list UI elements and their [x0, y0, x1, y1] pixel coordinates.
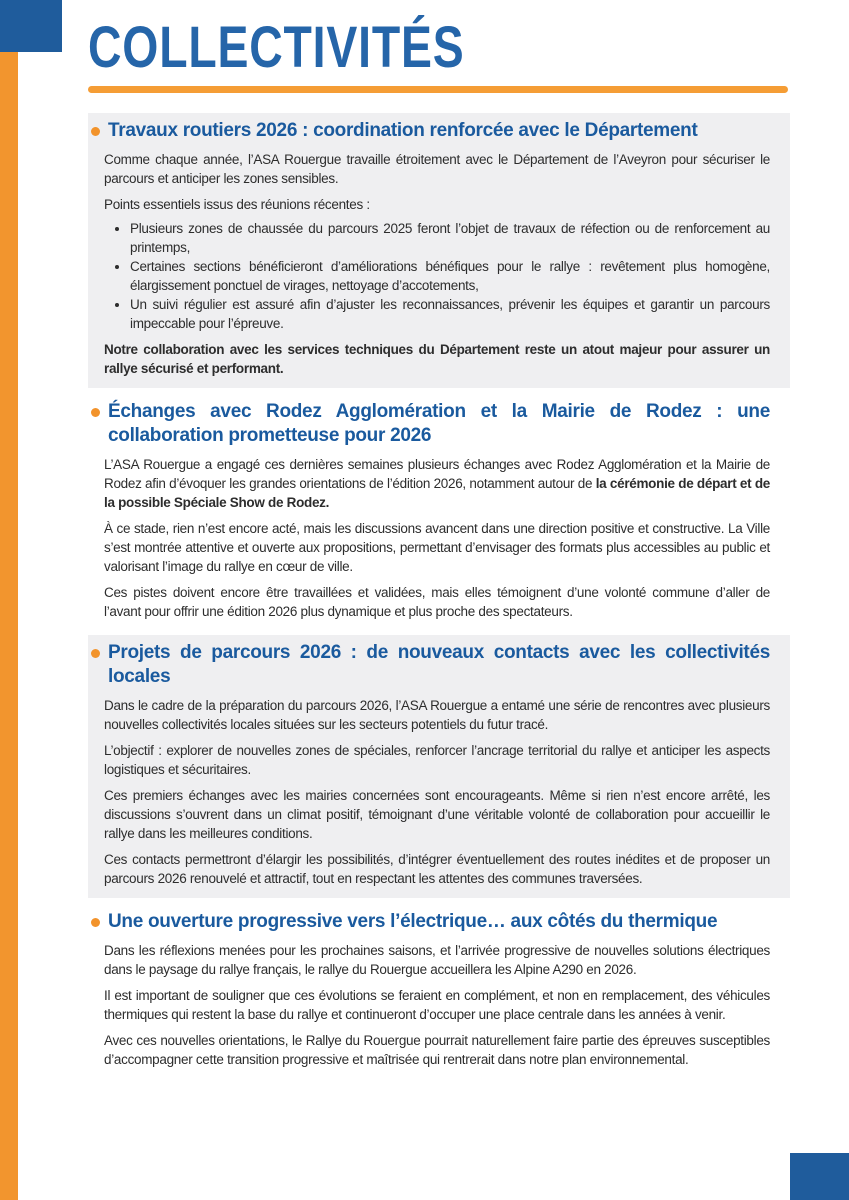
section-bullet-icon: [91, 127, 100, 136]
paragraph: [104, 455, 770, 512]
page-title: COLLECTIVITÉS: [88, 15, 465, 80]
paragraph: Ces pistes doivent encore être travaillées et validées, mais elles témoignent d’une volonté commune d’aller de l’avant pour offrir une édition 2026 plus dynamique et plus proche des spectateurs.: [104, 585, 770, 619]
left-accent-bar: [0, 0, 18, 1200]
conclusion-paragraph: Notre collaboration avec les services techniques du Département reste un atout majeur pour assurer un rallye sécurisé et performant.: [104, 342, 770, 376]
section-bullet-icon: [91, 408, 100, 417]
paragraph: L’objectif : explorer de nouvelles zones de spéciales, renforcer l’ancrage territorial du rallye et anticiper les aspects logistiques et sécuritaires.: [104, 743, 770, 777]
paragraph: Il est important de souligner que ces évolutions se feraient en complément, et non en remplacement, des véhicules thermiques qui restent la base du rallye et continueront d’occuper une place centrale dans les années à venir.: [104, 988, 770, 1022]
section-body: [104, 696, 770, 888]
section-bullet-icon: [91, 918, 100, 927]
corner-accent-square: [0, 0, 62, 52]
section-projets-parcours: [88, 635, 790, 898]
list-item: • Un suivi régulier est assuré afin d’ajuster les reconnaissances, prévenir les équipes et garantir un parcours impeccable pour l’épreuve.: [130, 295, 770, 333]
section-body: [104, 455, 770, 621]
section-heading: Travaux routiers 2026 : coordination renforcée avec le Département: [108, 120, 698, 141]
section-body: [104, 941, 770, 1069]
paragraph-text: L’ASA Rouergue a engagé ces dernières semaines plusieurs échanges avec Rodez Agglomération et la Mairie de Rodez afin d’évoquer les grandes orientations de l’édition 2026, notamment autour de: [104, 457, 770, 491]
content-column: [88, 15, 790, 1069]
paragraph: Dans le cadre de la préparation du parcours 2026, l’ASA Rouergue a entamé une série de rencontres avec plusieurs nouvelles collectivités locales situées sur les secteurs potentiels du futur tracé.: [104, 698, 770, 732]
section-heading: Une ouverture progressive vers l’électrique… aux côtés du thermique: [108, 911, 718, 932]
section-heading: Échanges avec Rodez Agglomération et la Mairie de Rodez : une collaboration prometteuse pour 2026: [108, 401, 770, 446]
bullet-list: [130, 219, 770, 333]
title-underline: [88, 86, 788, 93]
section-heading-row: [104, 119, 770, 143]
paragraph-bold-text: la cérémonie de départ et de la possible Spéciale Show de Rodez.: [104, 476, 770, 510]
paragraph: Avec ces nouvelles orientations, le Rallye du Rouergue pourrait naturellement faire partie des épreuves susceptibles d’accompagner cette transition progressive et maîtrisée qui rentrerait dans notre plan environnemental.: [104, 1033, 770, 1067]
section-ouverture-electrique: [88, 910, 790, 1069]
paragraph: Points essentiels issus des réunions récentes :: [104, 197, 370, 212]
paragraph: Comme chaque année, l’ASA Rouergue travaille étroitement avec le Département de l’Aveyron pour sécuriser le parcours et anticiper les zones sensibles.: [104, 152, 770, 186]
paragraph: À ce stade, rien n’est encore acté, mais les discussions avancent dans une direction positive et constructive. La Ville s’est montrée attentive et ouverte aux propositions, permettant d’envisager des formats plus accessibles au public et valorisant l’image du rallye en cœur de ville.: [104, 521, 770, 574]
section-heading: Projets de parcours 2026 : de nouveaux contacts avec les collectivités locales: [108, 642, 770, 687]
paragraph: Dans les réflexions menées pour les prochaines saisons, et l’arrivée progressive de nouvelles solutions électriques dans le paysage du rallye français, le rallye du Rouergue accueillera les Alpine A290 en 2026.: [104, 943, 770, 977]
section-heading-row: [104, 910, 770, 934]
section-heading-row: [104, 641, 770, 689]
paragraph: Ces contacts permettront d’élargir les possibilités, d’intégrer éventuellement des routes inédites et de proposer un parcours 2026 renouvelé et attractif, tout en respectant les attentes des communes traversées.: [104, 852, 770, 886]
section-echanges-rodez: [88, 400, 790, 621]
section-heading-row: [104, 400, 770, 448]
footer-accent-square: [790, 1153, 849, 1200]
list-item: • Plusieurs zones de chaussée du parcours 2025 feront l’objet de travaux de réfection ou de renforcement au printemps,: [130, 219, 770, 257]
paragraph: Ces premiers échanges avec les mairies concernées sont encourageants. Même si rien n’est encore arrêté, les discussions s’ouvrent dans un climat positif, témoignant d’une véritable volonté de collaboration pour accueillir le rallye dans les meilleures conditions.: [104, 788, 770, 841]
section-travaux-routiers: [88, 113, 790, 388]
section-body: [104, 150, 770, 378]
section-bullet-icon: [91, 649, 100, 658]
list-item: • Certaines sections bénéficieront d’améliorations bénéfiques pour le rallye : revêtement plus homogène, élargissement ponctuel de virages, nettoyage d’accotements,: [130, 257, 770, 295]
